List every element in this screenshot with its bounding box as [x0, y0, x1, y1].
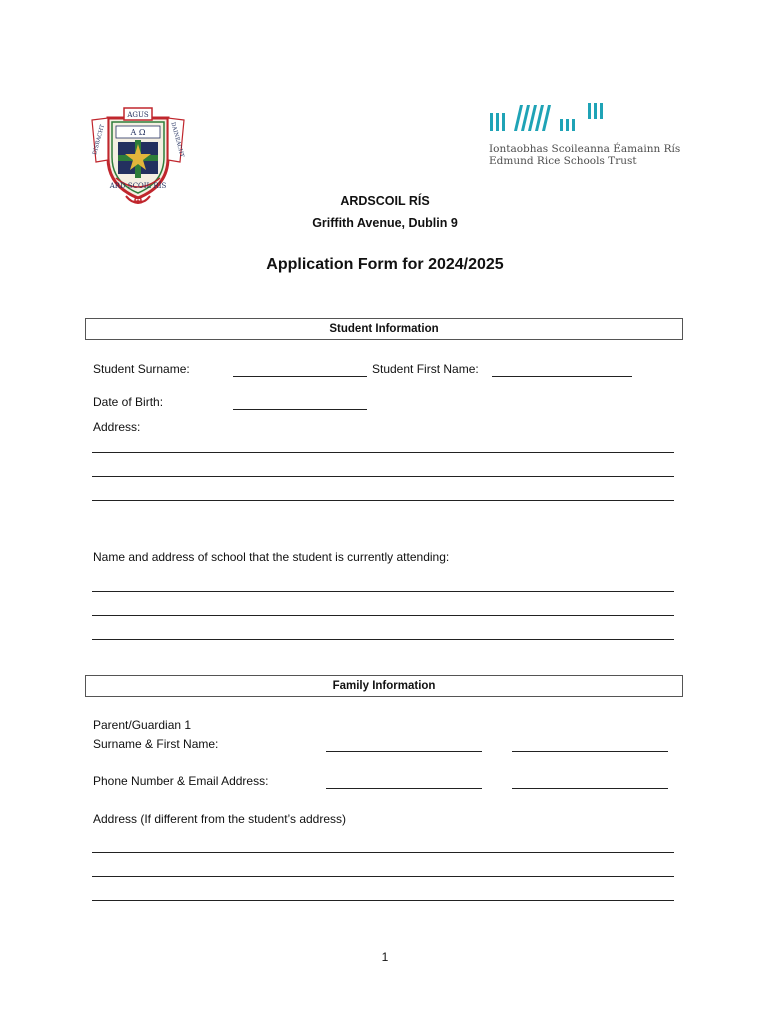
guardian-address-line-3[interactable] [92, 900, 674, 901]
school-address: Griffith Avenue, Dublin 9 [312, 216, 458, 230]
guardian-phone-field[interactable] [326, 788, 482, 789]
guardian-address-line-2[interactable] [92, 876, 674, 877]
guardian-surname-field[interactable] [326, 751, 482, 752]
date-of-birth-field[interactable] [233, 409, 367, 410]
guardian-contact-label: Phone Number & Email Address: [93, 774, 269, 788]
student-surname-label: Student Surname: [93, 362, 190, 376]
address-label: Address: [93, 420, 141, 434]
trust-name-english: Edmund Rice Schools Trust [489, 155, 637, 167]
current-school-line-3[interactable] [92, 639, 674, 640]
address-line-3[interactable] [92, 500, 674, 501]
student-surname-field[interactable] [233, 376, 367, 377]
family-info-heading: Family Information [85, 675, 683, 697]
page-number: 1 [381, 950, 389, 964]
address-line-1[interactable] [92, 452, 674, 453]
current-school-line-2[interactable] [92, 615, 674, 616]
school-name: ARDSCOIL RÍS [340, 194, 430, 208]
student-first-name-label: Student First Name: [372, 362, 479, 376]
crest-right-text: DAINEACHT [169, 121, 185, 158]
crest-top-text: AGUS [127, 111, 149, 119]
current-school-label: Name and address of school that the student is currently attending: [93, 550, 450, 564]
form-title: Application Form for 2024/2025 [266, 256, 504, 273]
date-of-birth-label: Date of Birth: [93, 395, 164, 409]
current-school-line-1[interactable] [92, 591, 674, 592]
guardian-address-line-1[interactable] [92, 852, 674, 853]
school-crest-logo [86, 100, 190, 206]
trust-logo-mark [490, 103, 610, 133]
trust-name-irish: Iontaobhas Scoileanna Éamainn Rís [489, 143, 681, 155]
guardian-label: Parent/Guardian 1 [93, 718, 192, 732]
crest-left-text: DISBACHT [92, 123, 106, 156]
student-first-name-field[interactable] [492, 376, 632, 377]
address-line-2[interactable] [92, 476, 674, 477]
guardian-name-label: Surname & First Name: [93, 737, 219, 751]
crest-bottom-text: ARD SCOIL RÍS [109, 182, 167, 190]
student-info-heading: Student Information [85, 318, 683, 340]
guardian-email-field[interactable] [512, 788, 668, 789]
guardian-first-name-field[interactable] [512, 751, 668, 752]
trust-name [489, 143, 680, 167]
guardian-address-label: Address (If different from the student’s address) [93, 812, 347, 826]
crest-symbols: Α Ω [130, 128, 146, 137]
